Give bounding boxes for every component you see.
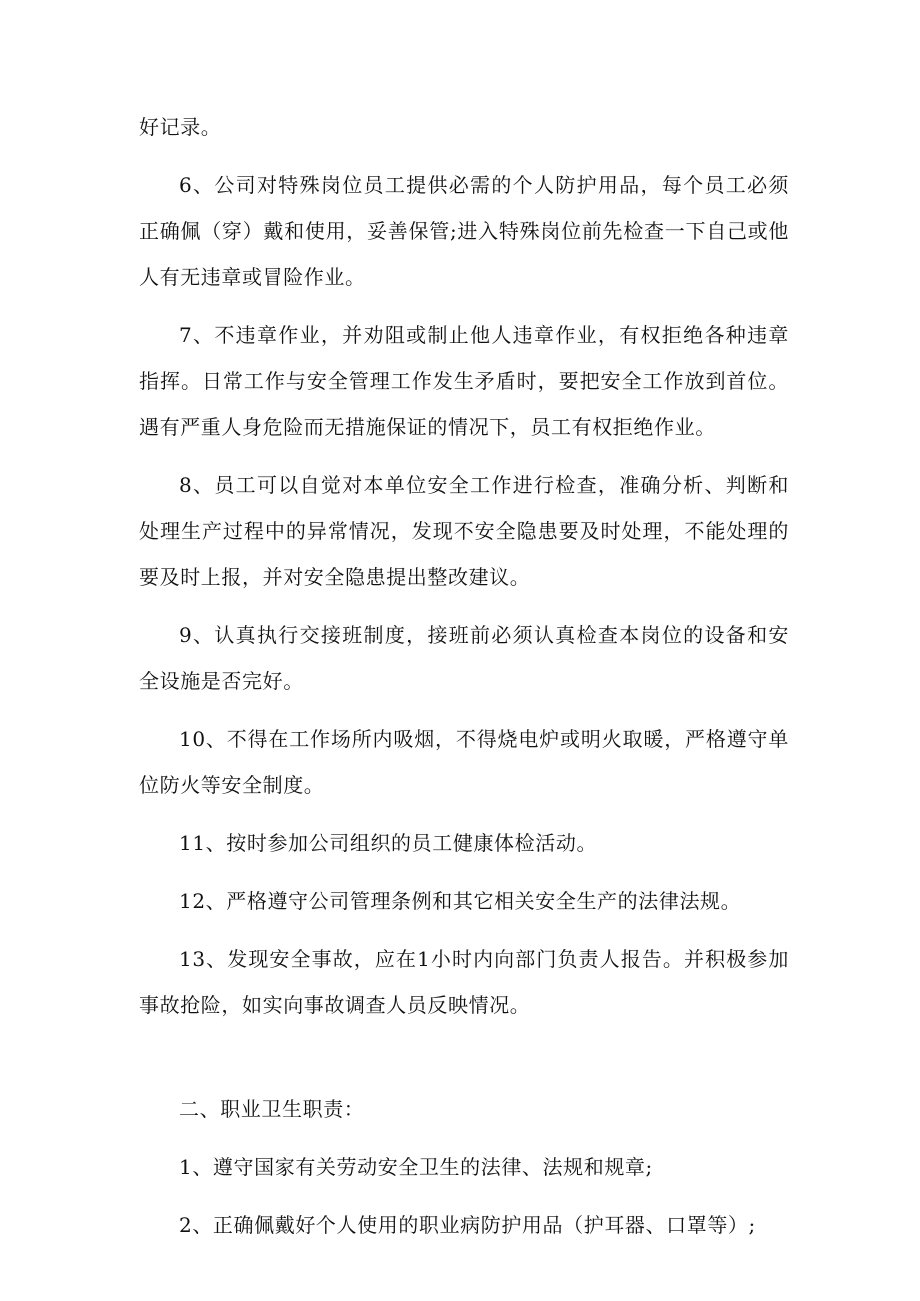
paragraph-continuation: 好记录。 xyxy=(139,115,222,139)
document-body xyxy=(139,104,789,1260)
paragraph-item-12: 12、严格遵守公司管理条例和其它相关安全生产的法律法规。 xyxy=(179,889,742,913)
occupational-item-1: 1、遵守国家有关劳动安全卫生的法律、法规和规章; xyxy=(179,1155,653,1179)
occupational-item-2: 2、正确佩戴好个人使用的职业病防护用品（护耳器、口罩等）; xyxy=(179,1213,756,1237)
paragraph-item-7: 7、不违章作业，并劝阻或制止他人违章作业，有权拒绝各种违章指挥。日常工作与安全管理工作发生矛盾时，要把安全工作放到首位。遇有严重人身危险而无措施保证的情况下，员工有权拒绝作业。 xyxy=(139,323,789,439)
paragraph-item-9: 9、认真执行交接班制度，接班前必须认真检查本岗位的设备和安全设施是否完好。 xyxy=(139,623,789,693)
section-heading: 二、职业卫生职责： xyxy=(179,1097,365,1121)
paragraph-item-6: 6、公司对特殊岗位员工提供必需的个人防护用品，每个员工必须正确佩（穿）戴和使用，妥善保管;进入特殊岗位前先检查一下自己或他人有无违章或冒险作业。 xyxy=(139,173,789,289)
paragraph-item-8: 8、员工可以自觉对本单位安全工作进行检查，准确分析、判断和处理生产过程中的异常情况，发现不安全隐患要及时处理，不能处理的要及时上报，并对安全隐患提出整改建议。 xyxy=(139,473,789,589)
section-spacer xyxy=(139,1040,789,1086)
paragraph-item-13: 13、发现安全事故，应在1小时内向部门负责人报告。并积极参加事故抢险，如实向事故调查人员反映情况。 xyxy=(139,947,789,1017)
paragraph-item-11: 11、按时参加公司组织的员工健康体检活动。 xyxy=(179,831,598,855)
paragraph-item-10: 10、不得在工作场所内吸烟，不得烧电炉或明火取暖，严格遵守单位防火等安全制度。 xyxy=(139,727,789,797)
